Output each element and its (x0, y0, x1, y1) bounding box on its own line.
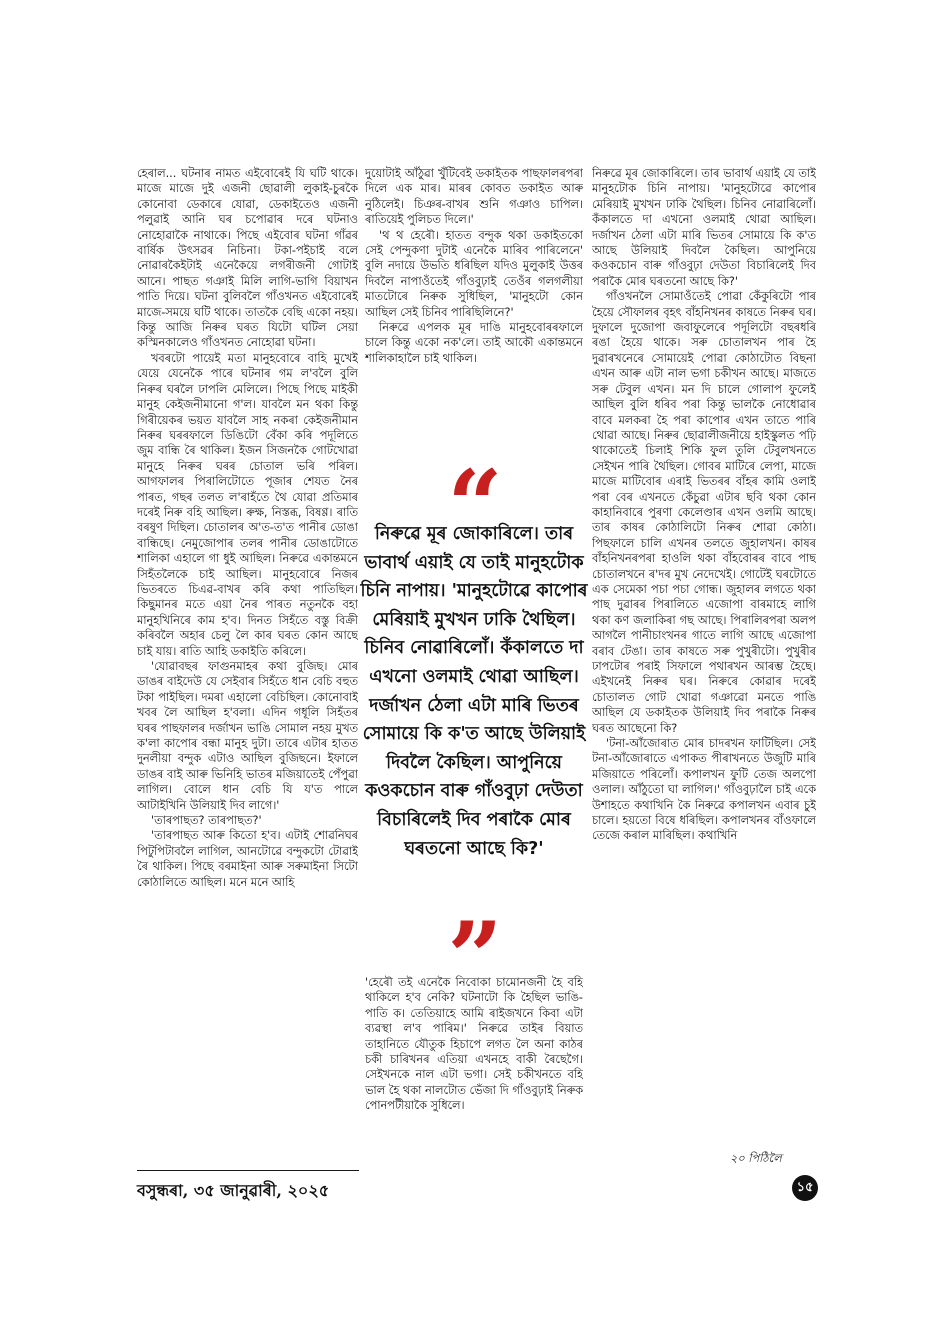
continued-note: ২০ পিঠিলৈ (730, 1152, 782, 1165)
open-quote-mark-icon: “ (447, 449, 503, 562)
paragraph: 'তাৰপাছত আৰু কিতো হ'ব। এটাই শোৱনিঘৰ পিটুপিটাবলৈ লাগিল, আনটোৱে বন্দুকটো টোৱাই ৰৈ থাকিল। পিছে বৰমাইনা আৰু সৰুমাইনা সিটো কোঠালিতে আছিল। মনে মনে আহি (137, 829, 358, 889)
pull-quote: নিৰুৱে মূৰ জোকাৰিলে। তাৰ ভাবাৰ্থ এয়াই যে তাই মানুহটোক চিনি নাপায়। 'মানুহটোৱে কাপোৰ মেৰিয়াই মুখখন ঢাকি থৈছিল। চিনিব নোৱাৰিলোঁ। কঁকালতে দা এখনো ওলমাই থোৱা আছিল। দৰ্জাখন ঠেলা এটা মাৰি ভিতৰ সোমায়ে কি ক'ত আছে উলিয়াই দিবলৈ কৈছিল। আপুনিয়ে কওকচোন বাৰু গাঁওবুঢ়া দেউতা বিচাৰিলেই দিব পৰাকৈ মোৰ ঘৰতনো আছে কি?' (360, 524, 588, 859)
paragraph: 'থ থ হেৰৌ। হাতত বন্দুক থকা ডকাইতকো সেই পেন্দুকণা দুটাই এনেকৈ মাৰিব পাৰিলেনে' বুলি নদায়ে উভতি ধৰিছিল যদিও মুলুকাই উত্তৰ দিবলৈ নাপাওঁতেই গাঁওবুঢ়াই তেওঁৰ গলগলীয়া মাতটোৰে নিৰুক সুধিছিল, 'মানুহটো কোন আছিল সেই চিনিব পাৰিছিলিনে?' (365, 228, 583, 319)
paragraph: গাঁওখনলৈ সোমাওঁতেই পোৱা কেঁকুৰিটো পাৰ হৈয়ে সৌফালৰ বৃহৎ বাঁহনিখনৰ কাষতে নিৰুৰ ঘৰ। দুফালে দুজোপা জবাফুলেৰে পদূলিটো বছৰধৰি ৰঙা হৈয়ে থাকে। সৰু চোতালখন পাৰ হৈ দুৱাৰখনেৰে সোমায়েই পোৱা কোঠাটোত বিছনা এখন আৰু এটা নাল ভগা চকীখন আছে। মাজতে সৰু টেবুল এখন। মন দি চালে গোলাপ ফুলেই আছিল বুলি ধৰিব পৰা কিন্তু ভালকৈ নোধোৱাৰ বাবে মলকৰা হৈ পৰা কাপোৰ এখন তাতে পাৰি থোৱা আছে। নিৰুৰ ছোৱালীজনীয়ে হাইস্কুলত পঢ়ি থাকোতেই চিলাই শিকি ফুল তুলি টেবুলখনতে সেইখন পাৰি থৈছিল। গোবৰ মাটিৰে লেপা, মাজে মাজে মাটিবোৰ এৰাই ভিতৰৰ বাঁহৰ কামি ওলাই পৰা বেৰ এখনতে কেঁচুৱা এটাৰ ছবি থকা কোন কাহানিবাৰে পুৰণা কেলেণ্ডাৰ এখন ওলমি আছে। তাৰ কাষৰ কোঠালিটো নিৰুৰ শোৱা কোঠা। পিছফালে চালি এখনৰ তলতে জুহালখন। কাষৰ বাঁহনিখনৰপৰা হাওলি থকা বাঁহবোৰৰ বাবে পাছ চোতালখনে ৰ'দৰ মুখ নেদেখেই। গোটেই ঘৰটোতে এক সেমেকা পচা পচা গোন্ধ। জুহালৰ লগতে থকা পাছ দুৱাৰৰ পিৰালিতে এজোপা বাৰমাহে লাগি থকা কণ জলাকিৰা গছ আছে। পিৰালিৰপৰা অলপ আগলৈ পানীচাংখনৰ গাতে লাগি আছে এজোপা বৰাব টেঙা। তাৰ কাষতে সৰু পুখুৰীটো। পুখুৰীৰ ঢাপটোৰ পৰাই সিফালে পথাৰখন আৰম্ভ হৈছে। এইখনেই নিৰুৰ ঘৰ। নিৰুৰে কোৱাৰ দৰেই চোতালত গোট খোৱা গঞাৱো মনতে পাঙি আছিল যে ডকাইতক উলিয়াই দিব পৰাকৈ নিৰুৰ ঘৰত আছেনো কি? (592, 290, 816, 735)
page-number-badge: ১৫ (792, 1175, 818, 1201)
left-column (137, 166, 358, 1166)
paragraph: 'হেৰৌ তই এনেকৈ নিবোকা চামোনজনী হৈ বহি থাকিলে হ'ব নেকি? ঘটনাটো কি হৈছিল ভাঙি-পাতি ক। তেতিয়াহে আমি ৰাইজখনে কিবা এটা ব্যৱস্থা ল'ব পাৰিম।' নিৰুৱে তাইৰ বিয়াত তাহানিতে যৌতুক হিচাপে লগত লৈ অনা কাঠৰ চকী চাৰিখনৰ এতিয়া এখনহে বাকী ৰৈছেগৈ। সেইখনকে নাল এটা ভগা। সেই চকীখনতে বহি ভাল হৈ থকা নালটোত ভেঁজা দি গাঁওবুঢ়াই নিৰুক পোনপটীয়াকৈ সুধিলে। (365, 976, 583, 1113)
paragraph: 'টনা-আঁজোৰাত মোৰ চাদৰখন ফাটিছিল। সেই টনা-আঁজোৰাতে এপাকত পীৰাখনতে উজুটি মাৰি মজিয়াতে পৰিলোঁ। কপালখন ফুটি তেজ অলপো ওলাল। আঁঠুতো ঘা লাগিল।' গাঁওবুঢ়ালৈ চাই একে উশাহতে কথাখিনি কৈ নিৰুৱে কপালখন এবাৰ চুই চালে। হয়তো বিষে ধৰিছিল। কপালখনৰ বাঁওফালে তেজে কৰাল মাৰিছিল। কথাখিনি (592, 737, 816, 843)
paragraph: দুয়োটাই আঁঠুৱা খুঁটিবেই ডকাইতক পাছফালৰপৰা দিলে এক মাৰ। মাৰৰ কোবত ডকাইত আৰু নুঠিলেই। চিঞৰ-বাখৰ শুনি গঞাও চাপিল। ৰাতিয়েই পুলিচত দিলে।' (365, 167, 583, 227)
paragraph: নিৰুৱে এপলক মূৰ দাঙি মানুহবোৰৰফালে চালে কিন্তু একো নক'লে। তাই আকৌ একান্তমনে শালিকাহালৈ চাই থাকিল। (365, 321, 583, 365)
middle-column-bottom (365, 975, 583, 1170)
close-quote-mark-icon: ” (447, 901, 503, 1014)
paragraph: নিৰুৱে মূৰ জোকাৰিলে। তাৰ ভাবাৰ্থ এয়াই যে তাই মানুহটোক চিনি নাপায়। 'মানুহটোৱে কাপোৰ মেৰিয়াই মুখখন ঢাকি থৈছিল। চিনিব নোৱাৰিলোঁ। কঁকালতে দা এখনো ওলমাই থোৱা আছিল। দৰ্জাখন ঠেলা এটা মাৰি ভিতৰ সোমায়ে কি ক'ত আছে উলিয়াই দিবলৈ কৈছিল। আপুনিয়ে কওকচোন বাৰু গাঁওবুঢ়া দেউতা বিচাৰিলেই দিব পৰাকৈ মোৰ ঘৰতনো আছে কি?' (592, 167, 816, 288)
footer-magazine-date: বসুন্ধৰা, ৩৫ জানুৱাৰী, ২০২৫ (137, 1181, 330, 1200)
middle-column-top (365, 166, 583, 451)
paragraph: 'যোৱাবছৰ ফাগুনমাহৰ কথা বুজিছ। মোৰ ডাঙৰ বাইদেউ যে সেইবাৰ সিহঁতে ধান বেচি বহুত টকা পাইছিল। দমৰা এহালো বেচিছিল। কোনোবাই খবৰ লৈ আছিল হ'বলা। এদিন গধূলি সিহঁতৰ ঘৰৰ পাছফালৰ দৰ্জাখন ভাঙি সোমাল নহয় মুখত ক'লা কাপোৰ বন্ধা মানুহ দুটা। তাৰে এটাৰ হাতত দুনলীয়া বন্দুক এটাও আছিল বুজিছনে। ইফালে ডাঙৰ বাই আৰু ভিনিহি ভাতৰ মজিয়াতেই পেঁপুৱা লাগিল। বোলে ধান বেচি যি য'ত পালে আটাইখিনি উলিয়াই দিব লাগে।' (137, 660, 358, 812)
paragraph: 'তাৰপাছত? তাৰপাছত?' (151, 814, 262, 828)
footer-divider (137, 1170, 359, 1171)
paragraph: খবৰটো পায়েই মতা মানুহবোৰে বাহি মুখেই যেয়ে যেনেকৈ পাৰে ঘটনাৰ গম ল'বলৈ বুলি নিৰুৰ ঘৰলৈ ঢাপলি মেলিলে। পিছে পিছে মাইকী মানুহ কেইজনীমানো গ'ল। যাবলৈ মন থকা কিন্তু গিৰীয়েকৰ ভয়ত যাবলৈ সাহ নকৰা কেইজনীমান নিৰুৰ ঘৰৰফালে ডিঙিটো বেঁকা কৰি পদূলিতে জুম বান্ধি ৰৈ থাকিল। ইজন সিজনকৈ গোটখোৱা মানুহে নিৰুৰ ঘৰৰ চোতাল ভৰি পৰিল। আগফালৰ পিৰালিটোতে পূজাৰ শেযত নৈৰ পাৰত, গছৰ তলত ল'ৰাহঁতে থৈ যোৱা প্ৰতিমাৰ দৰেই নিৰু বহি আছিল। ৰুক্ষ, নিস্তব্ধ, বিষণ্ণ। ৰাতি বৰষুণ দিছিল। চোতালৰ অ'ত-ত'ত পানীৰ ডোঙা বান্ধিছে। নেমুজোপাৰ তলৰ পানীৰ ডোঙাটোতে শালিকা এহালে গা ধুই আছিল। নিৰুৱে একান্তমনে সিহঁতলৈকে চাই আছিল। মানুহবোৰে নিজৰ ভিতৰতে চিএৱ-বাখৰ কৰি কথা পাতিছিল। কিছুমানৰ মতে এয়া নৈৰ পাৰত নতুনকৈ বহা মানুহখিনিৰে কাম হ'ব। দিনত সিহঁতে বস্তু বিক্ৰী কৰিবলৈ অহাৰ চেলু লৈ কাৰ ঘৰত কোন আছে চাই যায়। ৰাতি আহি ডকাইতি কৰিলে। (137, 351, 358, 658)
right-column (592, 166, 816, 1166)
paragraph: হেৰাল... ঘটনাৰ নামত এইবোৰেই যি ঘটি থাকে। মাজে মাজে দুই এজনী ছোৱালী লুকাই-চুৰকৈ কোনোবা ডেকাৰে যোৱা, ডেকাইতেও এজনী পলুৱাই আনি ঘৰ চপোৱাৰ দৰে ঘটনাও নোহোৱাকৈ নাথাকে। পিছে এইবোৰ ঘটনা গাঁৱৰ বাৰ্ষিক উৎসৱৰ নিচিনা। টকা-পইচাই বলে নোৱাৰকৈইটাই এনেকৈয়ে লগৰীজনী গোটাই আনে। পাছত গঞাই মিলি লাগি-ভাগি বিয়াখন পাতি দিয়ে। ঘটনা বুলিবলৈ গাঁওখনত এইবোৰেই মাজে-সময়ে ঘটি থাকে। তাতকৈ বেছি একো নহয়। কিন্তু আজি নিৰুৰ ঘৰত যিটো ঘটিল সেয়া কস্মিনকালেও গাঁওখনত নোহোৱা ঘটনা। (137, 167, 358, 350)
